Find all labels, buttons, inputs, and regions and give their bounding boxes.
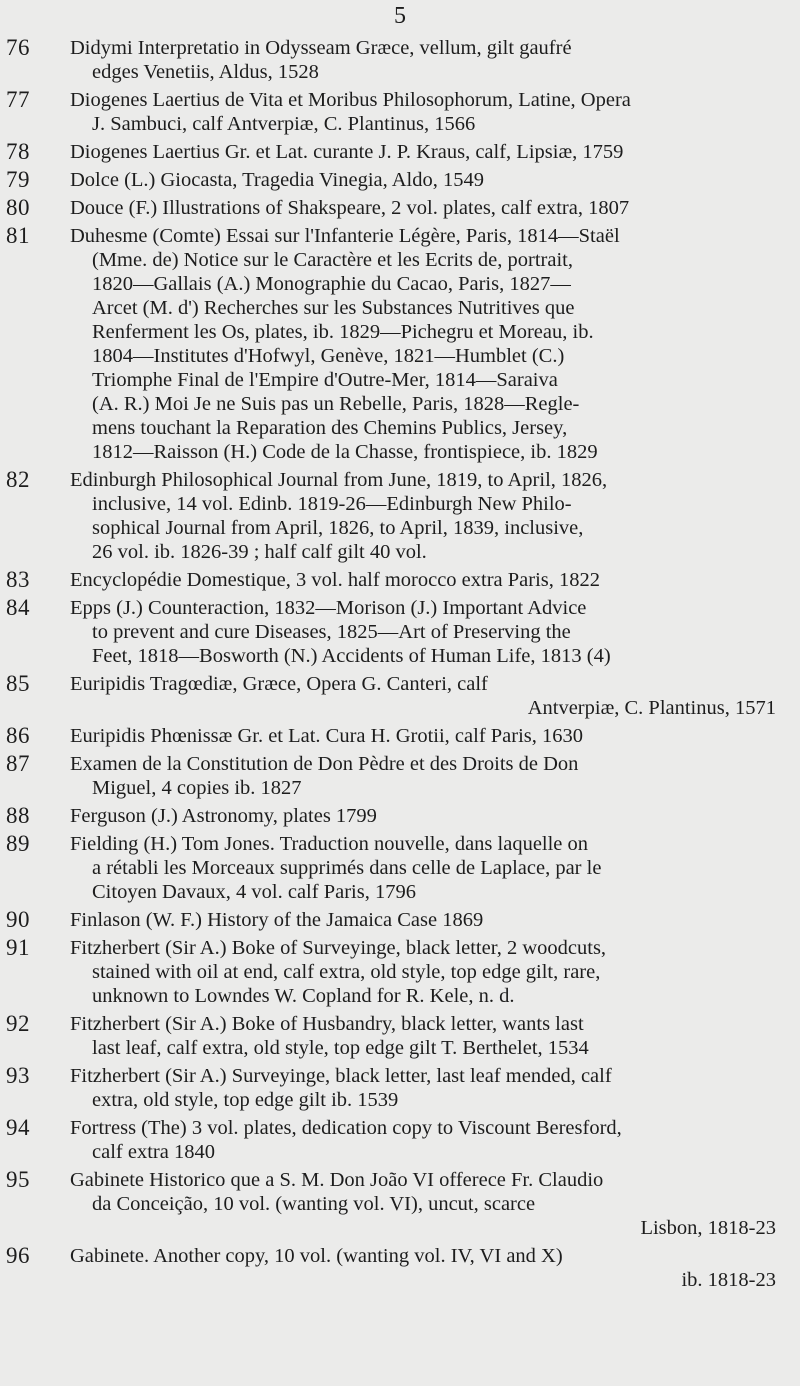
catalogue-entry-77 <box>0 88 800 136</box>
lot-number: 95 <box>6 1167 30 1192</box>
catalogue-entry-89 <box>0 832 800 904</box>
lot-number: 77 <box>6 87 30 112</box>
entry-line: mens touchant la Reparation des Chemins Publics, Jersey, <box>92 417 568 439</box>
entry-line: stained with oil at end, calf extra, old style, top edge gilt, rare, <box>92 961 601 983</box>
entry-line: Fortress (The) 3 vol. plates, dedication copy to Viscount Beresford, <box>70 1117 622 1139</box>
entry-line: sophical Journal from April, 1826, to April, 1839, inclusive, <box>92 517 584 539</box>
entry-line: (Mme. de) Notice sur le Caractère et les Ecrits de, portrait, <box>92 249 573 271</box>
lot-number: 84 <box>6 595 30 620</box>
catalogue-entry-95 <box>0 1168 800 1240</box>
entry-line: Citoyen Davaux, 4 vol. calf Paris, 1796 <box>92 881 416 903</box>
lot-number: 92 <box>6 1011 30 1036</box>
catalogue-entry-92 <box>0 1012 800 1060</box>
catalogue-entry-76 <box>0 36 800 84</box>
entry-line: 1804—Institutes d'Hofwyl, Genève, 1821—Humblet (C.) <box>92 345 565 367</box>
catalogue-entry-84 <box>0 596 800 668</box>
entry-line: Gabinete. Another copy, 10 vol. (wanting vol. IV, VI and X) <box>70 1245 563 1267</box>
catalogue-entry-86 <box>0 724 800 748</box>
entry-line: Miguel, 4 copies ib. 1827 <box>92 777 302 799</box>
lot-number: 89 <box>6 831 30 856</box>
catalogue-entry-83 <box>0 568 800 592</box>
lot-number: 78 <box>6 139 30 164</box>
catalogue-entry-85 <box>0 672 800 720</box>
entry-line: Antverpiæ, C. Plantinus, 1571 <box>527 697 776 719</box>
catalogue-entry-96 <box>0 1244 800 1292</box>
entry-line: a rétabli les Morceaux supprimés dans celle de Laplace, par le <box>92 857 602 879</box>
entry-line: last leaf, calf extra, old style, top edge gilt T. Berthelet, 1534 <box>92 1037 589 1059</box>
lot-number: 88 <box>6 803 30 828</box>
lot-number: 80 <box>6 195 30 220</box>
entry-line: inclusive, 14 vol. Edinb. 1819-26—Edinburgh New Philo- <box>92 493 572 515</box>
lot-number: 82 <box>6 467 30 492</box>
catalogue-entry-90 <box>0 908 800 932</box>
entry-line: calf extra 1840 <box>92 1141 215 1163</box>
lot-number: 81 <box>6 223 30 248</box>
lot-number: 76 <box>6 35 30 60</box>
entry-line: J. Sambuci, calf Antverpiæ, C. Plantinus, 1566 <box>92 113 476 135</box>
entry-line: Fitzherbert (Sir A.) Boke of Surveyinge, black letter, 2 woodcuts, <box>70 937 607 959</box>
entry-line: Edinburgh Philosophical Journal from June, 1819, to April, 1826, <box>70 469 608 491</box>
entry-line: Fitzherbert (Sir A.) Boke of Husbandry, black letter, wants last <box>70 1013 584 1035</box>
entry-line: 26 vol. ib. 1826-39 ; half calf gilt 40 vol. <box>92 541 427 563</box>
catalogue-entry-94 <box>0 1116 800 1164</box>
entry-line: Ferguson (J.) Astronomy, plates 1799 <box>70 805 377 827</box>
entry-line: Epps (J.) Counteraction, 1832—Morison (J.) Important Advice <box>70 597 587 619</box>
catalogue-entry-82 <box>0 468 800 564</box>
entry-line: Fitzherbert (Sir A.) Surveyinge, black letter, last leaf mended, calf <box>70 1065 612 1087</box>
lot-number: 83 <box>6 567 30 592</box>
entry-line: Gabinete Historico que a S. M. Don João VI offerece Fr. Claudio <box>70 1169 604 1191</box>
catalogue-entry-80 <box>0 196 800 220</box>
entry-line: Encyclopédie Domestique, 3 vol. half morocco extra Paris, 1822 <box>70 569 601 591</box>
entry-line: Douce (F.) Illustrations of Shakspeare, 2 vol. plates, calf extra, 1807 <box>70 197 630 219</box>
entry-line: edges Venetiis, Aldus, 1528 <box>92 61 319 83</box>
entry-line: Arcet (M. d') Recherches sur les Substances Nutritives que <box>92 297 575 319</box>
lot-number: 86 <box>6 723 30 748</box>
entry-line: 1812—Raisson (H.) Code de la Chasse, frontispiece, ib. 1829 <box>92 441 598 463</box>
lot-number: 91 <box>6 935 30 960</box>
entry-line: Euripidis Phœnissæ Gr. et Lat. Cura H. Grotii, calf Paris, 1630 <box>70 725 584 747</box>
lot-number: 93 <box>6 1063 30 1088</box>
lot-number: 79 <box>6 167 30 192</box>
entry-line: Fielding (H.) Tom Jones. Traduction nouvelle, dans laquelle on <box>70 833 589 855</box>
catalogue-entry-78 <box>0 140 800 164</box>
entry-line: Dolce (L.) Giocasta, Tragedia Vinegia, Aldo, 1549 <box>70 169 485 191</box>
entry-line: Renferment les Os, plates, ib. 1829—Pichegru et Moreau, ib. <box>92 321 594 343</box>
entry-line: ib. 1818-23 <box>681 1269 776 1291</box>
catalogue-entry-93 <box>0 1064 800 1112</box>
page-number: 5 <box>394 3 406 29</box>
catalogue-entry-79 <box>0 168 800 192</box>
catalogue-entry-87 <box>0 752 800 800</box>
entry-line: extra, old style, top edge gilt ib. 1539 <box>92 1089 399 1111</box>
lot-number: 96 <box>6 1243 30 1268</box>
entry-line: Finlason (W. F.) History of the Jamaica Case 1869 <box>70 909 484 931</box>
entry-line: Didymi Interpretatio in Odysseam Græce, vellum, gilt gaufré <box>70 37 572 59</box>
entry-line: Lisbon, 1818-23 <box>640 1217 776 1239</box>
entry-line: Diogenes Laertius Gr. et Lat. curante J. P. Kraus, calf, Lipsiæ, 1759 <box>70 141 624 163</box>
lot-number: 90 <box>6 907 30 932</box>
entry-line: Triomphe Final de l'Empire d'Outre-Mer, 1814—Saraiva <box>92 369 558 391</box>
catalogue-entry-81 <box>0 224 800 464</box>
entry-line: Euripidis Tragœdiæ, Græce, Opera G. Canteri, calf <box>70 673 488 695</box>
entry-line: unknown to Lowndes W. Copland for R. Kele, n. d. <box>92 985 515 1007</box>
entry-line: Examen de la Constitution de Don Pèdre et des Droits de Don <box>70 753 579 775</box>
entry-line: 1820—Gallais (A.) Monographie du Cacao, Paris, 1827— <box>92 273 571 295</box>
lot-number: 94 <box>6 1115 30 1140</box>
entry-line: to prevent and cure Diseases, 1825—Art of Preserving the <box>92 621 571 643</box>
lot-number: 87 <box>6 751 30 776</box>
lot-number: 85 <box>6 671 30 696</box>
entry-line: Diogenes Laertius de Vita et Moribus Philosophorum, Latine, Opera <box>70 89 631 111</box>
entry-line: Duhesme (Comte) Essai sur l'Infanterie Légère, Paris, 1814—Staël <box>70 225 620 247</box>
entry-line: (A. R.) Moi Je ne Suis pas un Rebelle, Paris, 1828—Regle- <box>92 393 580 415</box>
catalogue-entries <box>0 36 800 1292</box>
catalogue-entry-88 <box>0 804 800 828</box>
catalogue-entry-91 <box>0 936 800 1008</box>
entry-line: da Conceição, 10 vol. (wanting vol. VI), uncut, scarce <box>92 1193 536 1215</box>
entry-line: Feet, 1818—Bosworth (N.) Accidents of Human Life, 1813 (4) <box>92 645 611 667</box>
